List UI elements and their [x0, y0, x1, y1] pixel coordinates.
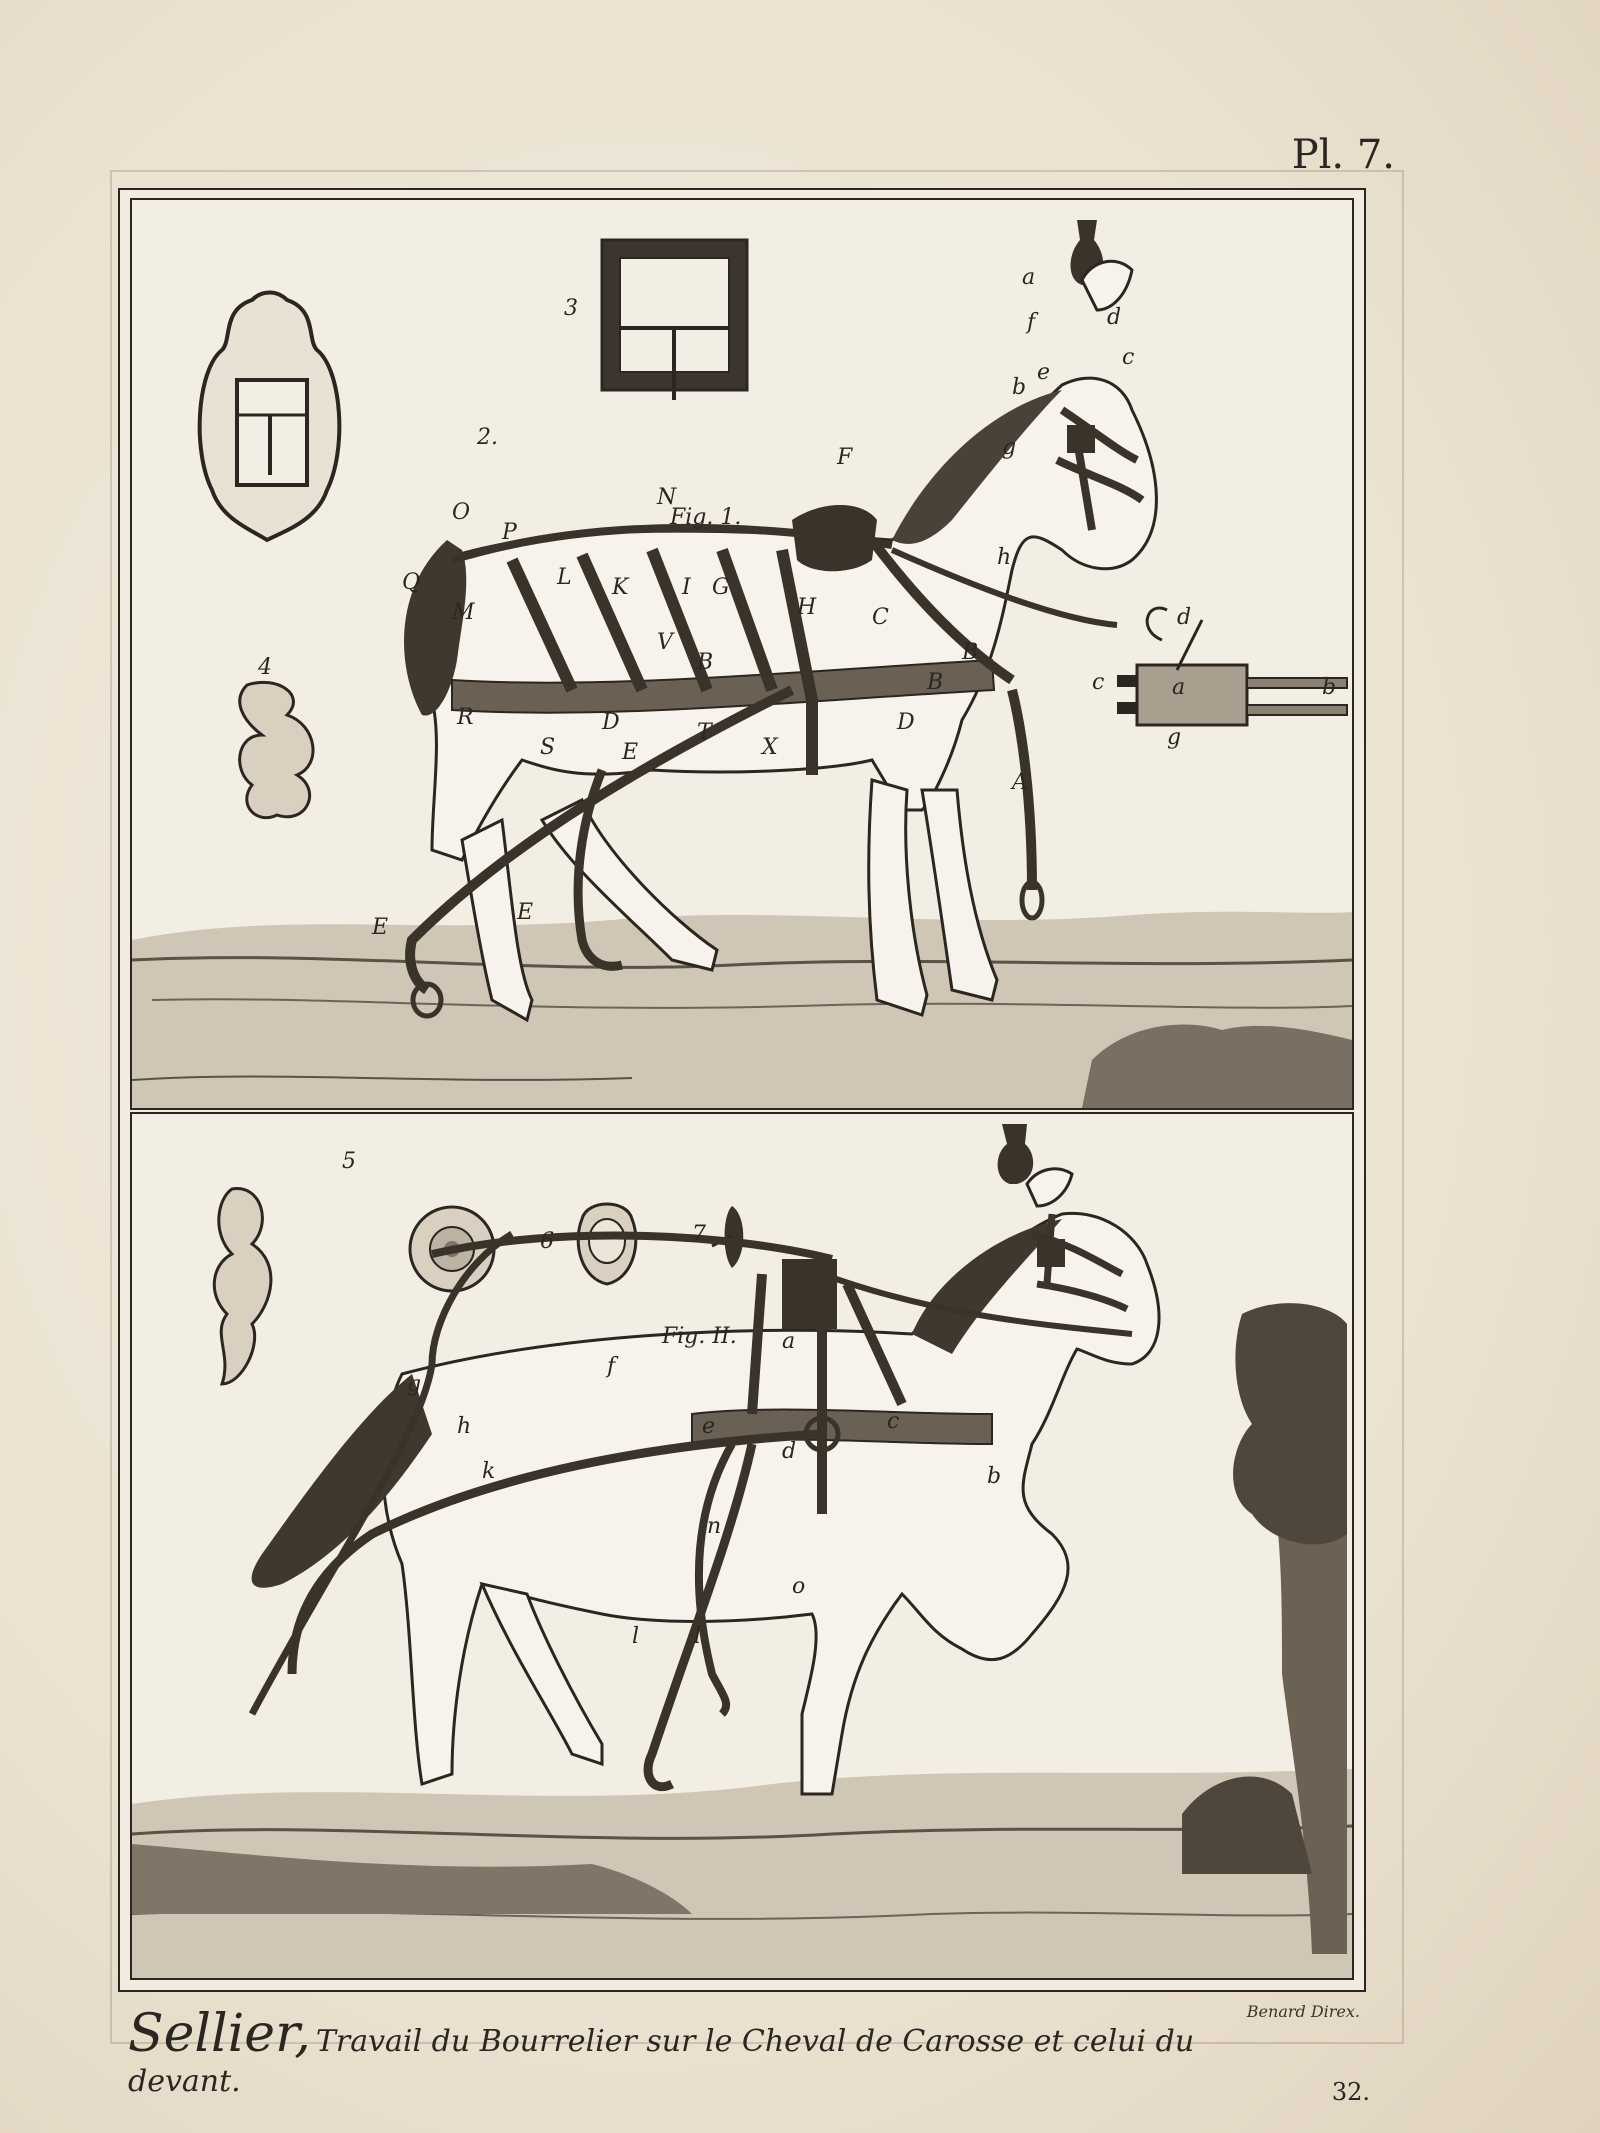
plate-number: Pl. 7.: [1291, 132, 1395, 178]
ornate-buckle-2: [200, 293, 340, 541]
harness-detail-part: [1117, 608, 1347, 725]
label-d: d: [1107, 305, 1122, 330]
label-P: P: [502, 520, 517, 545]
ornament-number-5: 5: [342, 1149, 356, 1174]
engraver-credit: Benard Direx.: [1246, 2002, 1360, 2021]
caption-title: Sellier,: [128, 2004, 311, 2064]
label-I: I: [682, 575, 691, 600]
label-X: X: [762, 735, 778, 760]
label-B3: B: [697, 650, 714, 675]
label-h: h: [997, 545, 1012, 570]
label-E: E: [622, 740, 639, 765]
label-N: N: [657, 485, 677, 510]
fig2-label-h: h: [457, 1414, 472, 1439]
label-B2: B: [927, 670, 944, 695]
figure-1-illustration: [132, 200, 1352, 1108]
engraving-frame: [118, 188, 1366, 1992]
fig2-label-c: c: [887, 1409, 900, 1434]
label-O: O: [452, 500, 471, 525]
label-S: S: [540, 735, 556, 760]
fig2-label-a: a: [782, 1329, 796, 1354]
label-D2: D: [602, 710, 620, 735]
label-T: T: [697, 720, 712, 745]
fig2-label-l2: l: [694, 1624, 702, 1649]
plate-caption: [128, 2004, 1278, 2099]
label-F: F: [837, 445, 853, 470]
label-A: A: [1012, 770, 1028, 795]
fig2-label-l: l: [632, 1624, 640, 1649]
figure-2-illustration: [132, 1114, 1352, 1978]
label-E3: E: [517, 900, 534, 925]
label-G: G: [712, 575, 730, 600]
ornament-4: [240, 682, 313, 817]
label-V: V: [657, 630, 673, 655]
label-B: B: [962, 640, 979, 665]
label-f: f: [1027, 310, 1036, 335]
detail-label-d: d: [1177, 605, 1192, 630]
caption-subtitle: Travail du Bourrelier sur le Cheval de Carosse et celui du devant.: [128, 2024, 1195, 2099]
fig2-label-n: n: [707, 1514, 722, 1539]
label-R: R: [457, 705, 474, 730]
detail-label-c: c: [1092, 670, 1105, 695]
label-E2: E: [372, 915, 389, 940]
ornament-5: [214, 1189, 271, 1384]
label-b: b: [1012, 375, 1027, 400]
label-M: M: [452, 600, 475, 625]
label-L: L: [557, 565, 572, 590]
fig2-label-f: f: [607, 1354, 616, 1379]
label-C: C: [872, 605, 889, 630]
label-D: D: [897, 710, 915, 735]
label-g: g: [1002, 435, 1017, 460]
label-a: a: [1022, 265, 1036, 290]
ornament-number-3: 3: [564, 296, 578, 321]
label-K: K: [612, 575, 629, 600]
ornament-number-2: 2.: [477, 425, 498, 450]
fig2-label-k: k: [482, 1459, 496, 1484]
page-number: 32.: [1331, 2078, 1370, 2106]
fig2-label-g: g: [407, 1372, 422, 1397]
figure-2-panel: [130, 1112, 1354, 1980]
stud-6: [578, 1204, 636, 1284]
ornament-number-7: 7: [692, 1222, 706, 1247]
ornament-number-6: 6: [540, 1229, 554, 1254]
figure-1-panel: [130, 198, 1354, 1110]
fig2-label-e: e: [702, 1414, 716, 1439]
square-buckle-3: [602, 240, 747, 400]
ornament-number-4: 4: [258, 655, 272, 680]
label-Q: Q: [402, 570, 421, 595]
fig2-label-o: o: [792, 1574, 806, 1599]
detail-label-b: b: [1322, 675, 1337, 700]
fig2-label-b: b: [987, 1464, 1002, 1489]
detail-label-a: a: [1172, 675, 1186, 700]
detail-label-g: g: [1167, 725, 1182, 750]
figure-2-label: Fig. II.: [662, 1324, 737, 1349]
fig2-label-d: d: [782, 1439, 797, 1464]
label-c: c: [1122, 345, 1135, 370]
label-H: H: [797, 595, 817, 620]
label-e: e: [1037, 360, 1051, 385]
figure-1-label: Fig. 1.: [670, 505, 742, 530]
